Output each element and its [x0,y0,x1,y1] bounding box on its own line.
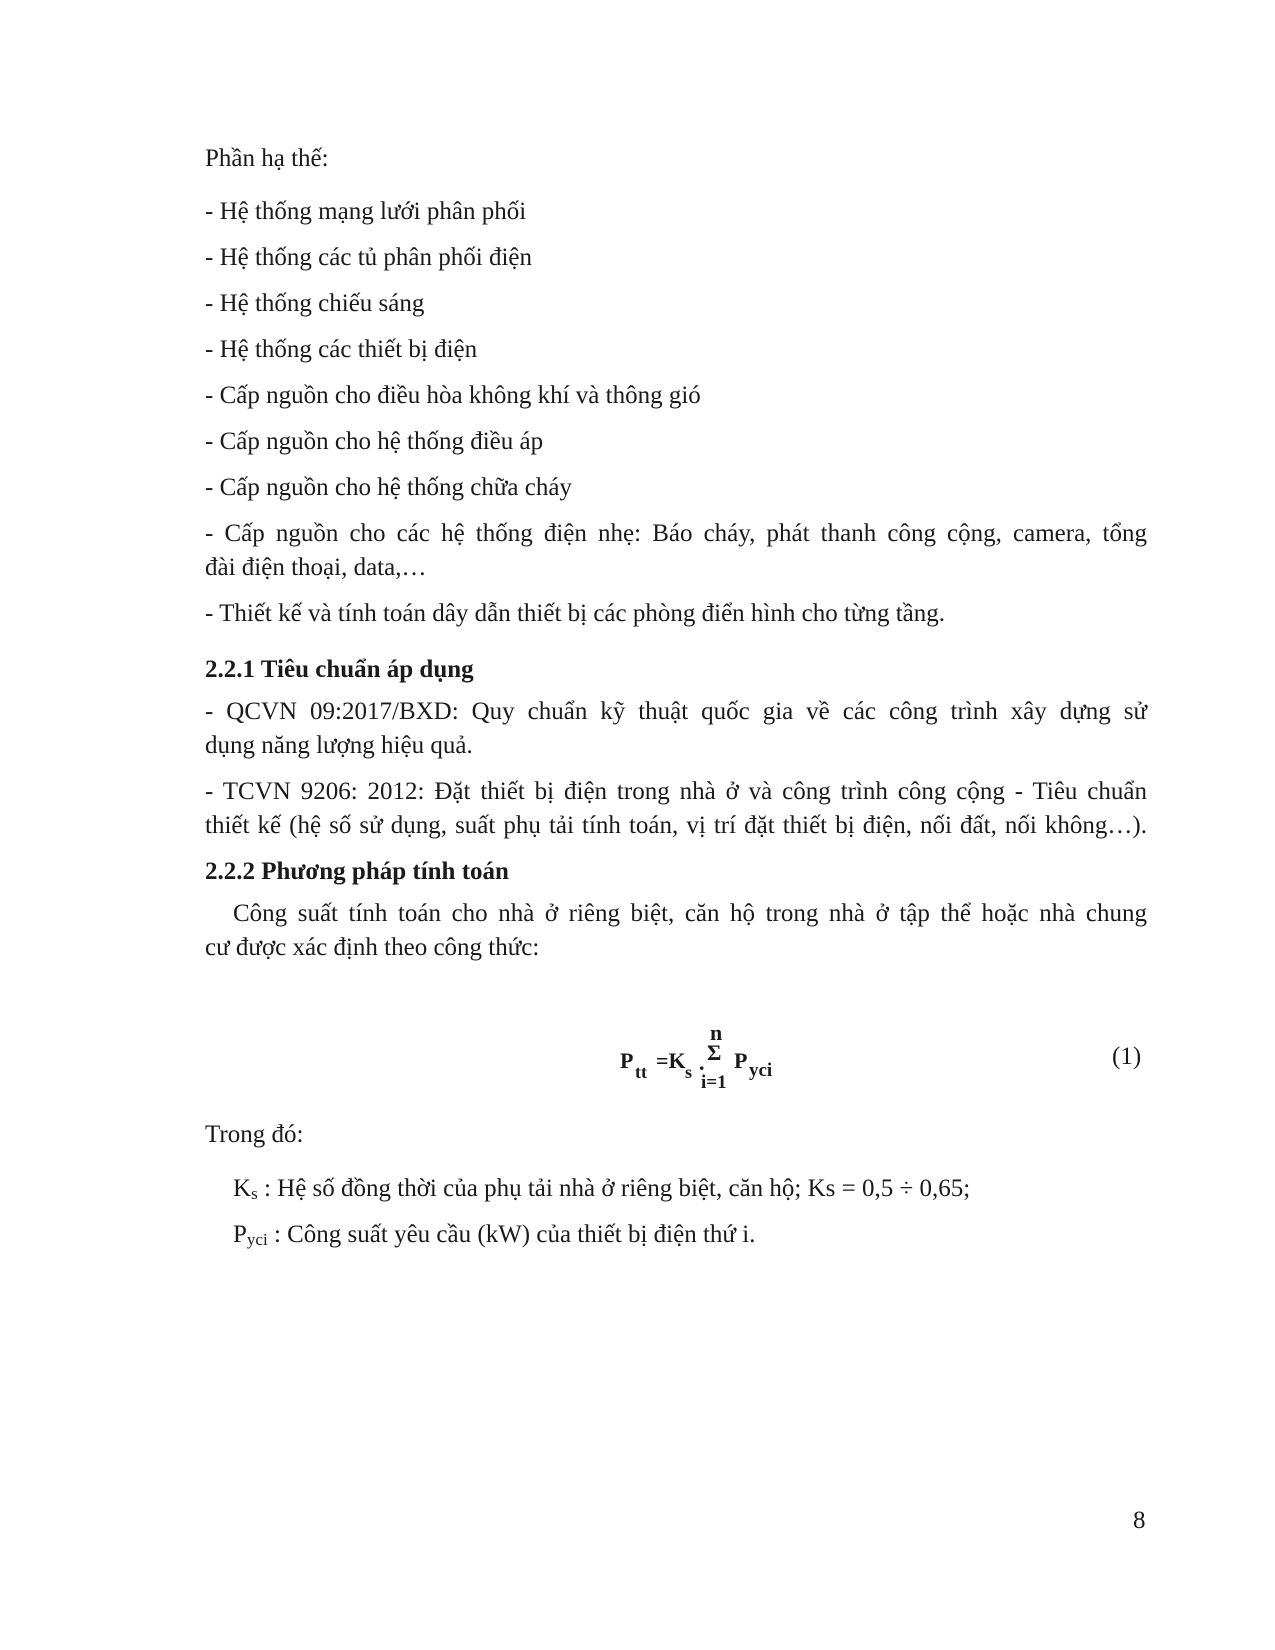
formula-term-subscript: yci [749,1060,773,1081]
standard-line: thiết kế (hệ số sử dụng, suất phụ tải tính toán, vị trí đặt thiết bị điện, nối đất, nối không…). [205,812,1147,839]
list-item-design: - Thiết kế và tính toán dây dẫn thiết bị các phòng điển hình cho từng tầng. [205,600,945,627]
definition-ks-text: : Hệ số đồng thời của phụ tải nhà ở riêng biệt, căn hộ; Ks = 0,5 ÷ 0,65; [257,1175,971,1202]
formula-term: P [734,1048,748,1073]
formula-sum-lower: i=1 [701,1072,727,1093]
definition-pyci [233,1218,755,1257]
symbol-p: P [233,1221,247,1248]
formula-lhs: P [620,1048,634,1073]
equation-number: (1) [1112,1043,1142,1070]
list-item: - Hệ thống mạng lưới phân phối [205,198,527,225]
intro-text: Phần hạ thế: [205,145,329,172]
definition-pyci-text: : Công suất yêu cầu (kW) của thiết bị điện thứ i. [267,1221,756,1248]
method-paragraph [205,897,1147,965]
formula-lhs-subscript: tt [635,1062,647,1082]
list-item-weak-current [205,517,1147,585]
standard-line: dụng năng lượng hiệu quả. [205,732,473,759]
section-heading-221: 2.2.1 Tiêu chuẩn áp dụng [205,656,474,683]
formula-k-subscript: s [685,1062,693,1082]
formula-equals-k: =K [656,1048,686,1073]
section-heading-222: 2.2.2 Phương pháp tính toán [205,858,509,885]
power-formula [620,1020,820,1110]
standard-line: - TCVN 9206: 2012: Đặt thiết bị điện trong nhà ở và công trình công cộng - Tiêu chuẩn [205,778,1147,805]
formula-dot: . [699,1050,705,1075]
formula-sum-sign: Σ [707,1040,722,1065]
list-item: - Cấp nguồn cho hệ thống điều áp [205,428,544,455]
symbol-p-subscript: yci [246,1230,268,1249]
list-item: - Cấp nguồn cho điều hòa không khí và thông gió [205,382,701,409]
list-item: - Hệ thống các thiết bị điện [205,336,478,363]
symbol-ks-subscript: s [251,1184,258,1203]
standard-tcvn [205,775,1147,843]
standard-qcvn [205,695,1147,763]
list-item: - Cấp nguồn cho hệ thống chữa cháy [205,474,572,501]
paragraph-line: cư được xác định theo công thức: [205,934,540,961]
list-item-line: đài điện thoại, data,… [205,554,427,581]
formula-sum-upper: n [710,1020,723,1045]
definition-ks [233,1172,970,1211]
where-label: Trong đó: [205,1121,304,1148]
list-item: - Hệ thống chiếu sáng [205,290,425,317]
symbol-ks: K [233,1175,252,1202]
paragraph-line: Công suất tính toán cho nhà ở riêng biệt, căn hộ trong nhà ở tập thể hoặc nhà chung [233,900,1147,927]
standard-line: - QCVN 09:2017/BXD: Quy chuẩn kỹ thuật quốc gia về các công trình xây dựng sử [205,698,1147,725]
page-number: 8 [1133,1507,1146,1534]
list-item-line: - Cấp nguồn cho các hệ thống điện nhẹ: Báo cháy, phát thanh công cộng, camera, tổng [205,520,1147,547]
list-item: - Hệ thống các tủ phân phối điện [205,244,532,271]
